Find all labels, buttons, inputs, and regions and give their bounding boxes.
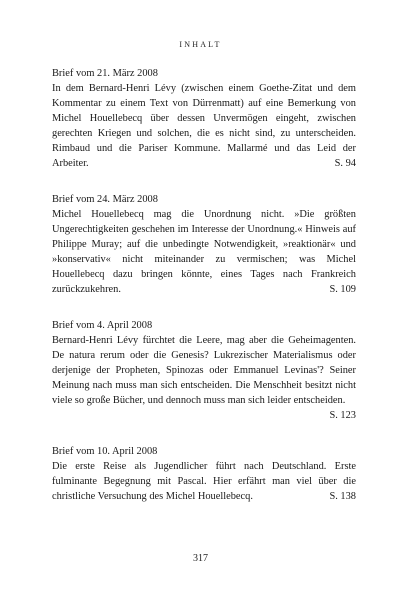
entry-summary-text: Bernard-Henri Lévy fürchtet die Leere, mag aber die Geheimagenten. De natura rerum oder die Genesis? Lukrezischer Materialismus oder derjenige der Propheten, Spinozas oder Emmanuel Levinas'? Seiner Meinung nach muss man sich entscheiden. Die Menschheit besitzt nicht viele so große Bücher, und dennoch muss man sich leider entscheiden. — [52, 335, 356, 406]
entry-page-reference: S. 94 — [334, 158, 356, 169]
page-number: 317 — [193, 553, 208, 564]
toc-entry — [52, 318, 356, 423]
entry-summary-text: Michel Houellebecq mag die Unordnung nicht. »Die größten Ungerechtigkeiten geschehen im Interesse der Unordnung.« Hinweis auf Philippe Muray; auf die unbedingte Notwendigkeit, »reaktionär« und »konservativ« nicht miteinander zu vermischen; was Michel Houellebecq dazu bringen könnte, eines Tages nach Frankreich zurückzukehren. — [52, 209, 356, 295]
entry-page-reference: S. 138 — [329, 491, 356, 502]
entry-summary-text: Die erste Reise als Jugendlicher führt nach Deutschland. Erste fulminante Begegnung mit Pascal. Hier erfährt man viel über die christliche Versuchung des Michel Houellebecq. — [52, 461, 356, 502]
entry-summary — [52, 333, 356, 421]
toc-entry — [52, 192, 356, 297]
entry-page-reference: S. 123 — [329, 410, 356, 421]
entry-summary — [52, 207, 356, 297]
entry-title: Brief vom 4. April 2008 — [52, 320, 153, 331]
entry-summary — [52, 81, 356, 171]
entry-title: Brief vom 10. April 2008 — [52, 446, 158, 457]
entry-summary — [52, 459, 356, 504]
entry-page-reference: S. 109 — [329, 284, 356, 295]
table-of-contents — [52, 66, 356, 525]
toc-entry — [52, 66, 356, 171]
entry-summary-text: In dem Bernard-Henri Lévy (zwischen einem Goethe-Zitat und dem Kommentar zu einem Text von Dürrenmatt) auf eine Bemerkung von Michel Houellebecq über dessen Unvermögen eingeht, zwischen gerechten Kriegen und solchen, die es nicht sind, zu unterscheiden. Rimbaud und die Pariser Kommune. Mallarmé und das Leid der Arbeiter. — [52, 83, 356, 169]
toc-entry — [52, 444, 356, 504]
running-header: INHALT — [179, 40, 222, 49]
entry-title: Brief vom 24. März 2008 — [52, 194, 158, 205]
entry-title: Brief vom 21. März 2008 — [52, 68, 158, 79]
